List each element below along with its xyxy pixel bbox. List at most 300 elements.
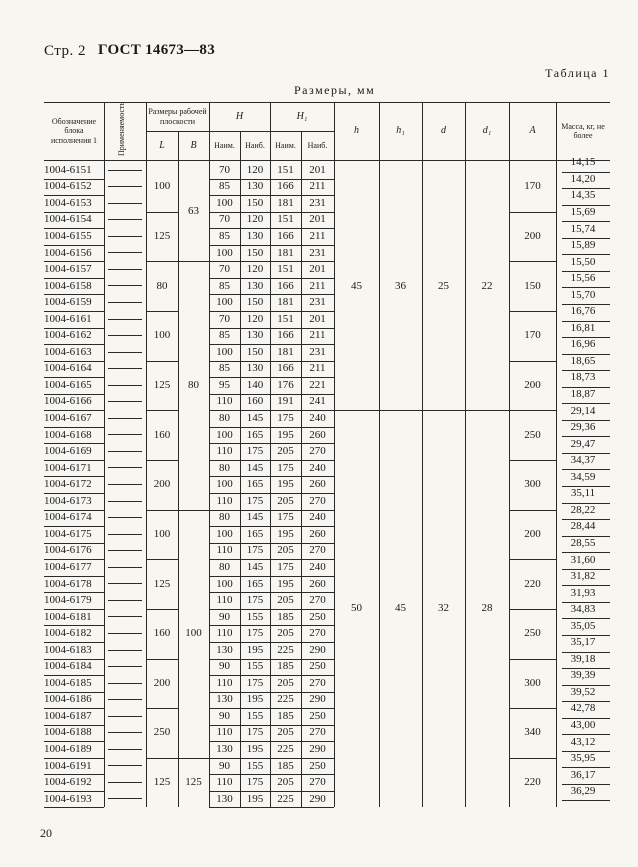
- row-H1-min: 166: [277, 279, 294, 292]
- row-mass: 36,17: [570, 768, 596, 781]
- row-mass: 43,12: [570, 735, 596, 748]
- row-H-max: 145: [246, 412, 264, 425]
- row-rule: [108, 550, 142, 551]
- span-A: 220: [524, 577, 541, 590]
- row-H-min: 100: [216, 527, 233, 540]
- row-code: 1004-6157: [44, 263, 92, 276]
- row-H-max: 195: [246, 693, 264, 706]
- span-d: 25: [438, 279, 449, 292]
- row-H1-min: 185: [277, 660, 294, 673]
- row-H-min: 100: [216, 196, 233, 209]
- row-mass: 15,89: [570, 239, 596, 252]
- row-mass: 36,29: [570, 785, 596, 798]
- row-rule: [108, 633, 142, 634]
- header-d1: d₁: [482, 125, 492, 137]
- row-code: 1004-6175: [44, 527, 92, 540]
- row-rule: [108, 467, 142, 468]
- row-mass: 18,73: [570, 371, 596, 384]
- row-H-min: 80: [219, 461, 230, 474]
- span-A: 200: [524, 527, 541, 540]
- row-H1-min: 205: [277, 676, 294, 689]
- span-L: 200: [153, 676, 171, 689]
- row-H-min: 130: [216, 743, 233, 756]
- row-H1-min: 191: [277, 395, 294, 408]
- row-H-min: 110: [216, 627, 233, 640]
- row-H-max: 175: [246, 594, 264, 607]
- row-H1-max: 270: [309, 544, 326, 557]
- row-code: 1004-6162: [44, 329, 92, 342]
- row-code: 1004-6192: [44, 776, 92, 789]
- row-rule: [108, 401, 142, 402]
- row-H1-max: 211: [309, 329, 326, 342]
- row-H1-min: 176: [277, 378, 294, 391]
- span-A: 250: [524, 428, 541, 441]
- span-h1: 45: [395, 602, 406, 615]
- row-mass: 43,00: [570, 719, 596, 732]
- row-H1-max: 270: [309, 776, 326, 789]
- header-H1-max: Наиб.: [307, 140, 328, 150]
- row-H-min: 95: [219, 378, 230, 391]
- span-L: 125: [153, 776, 171, 789]
- row-H-max: 175: [246, 544, 264, 557]
- row-rule: [562, 800, 610, 801]
- header-H-min: Наим.: [214, 140, 235, 150]
- row-mass: 16,76: [570, 305, 596, 318]
- row-rule: [108, 285, 142, 286]
- row-mass: 28,55: [570, 536, 596, 549]
- row-rule: [108, 782, 142, 783]
- row-H-min: 100: [216, 577, 233, 590]
- row-H-max: 195: [246, 792, 264, 805]
- span-L: 100: [153, 180, 171, 193]
- row-H1-max: 231: [309, 246, 326, 259]
- row-mass: 28,44: [570, 520, 596, 533]
- row-mass: 29,14: [570, 404, 596, 417]
- row-rule: [108, 583, 142, 584]
- row-H1-max: 290: [309, 792, 326, 805]
- row-H-max: 175: [246, 776, 264, 789]
- row-H1-min: 181: [277, 196, 294, 209]
- row-rule: [108, 170, 142, 171]
- row-H-max: 120: [246, 213, 264, 226]
- row-code: 1004-6155: [44, 229, 92, 242]
- row-rule: [108, 650, 142, 651]
- row-H-max: 140: [246, 378, 264, 391]
- row-H-max: 175: [246, 627, 264, 640]
- row-H1-min: 166: [277, 180, 294, 193]
- row-code: 1004-6174: [44, 511, 92, 524]
- row-H1-max: 201: [309, 263, 326, 276]
- row-H1-max: 231: [309, 345, 326, 358]
- row-H-min: 100: [216, 428, 233, 441]
- row-H-min: 80: [219, 511, 230, 524]
- row-mass: 34,37: [570, 454, 596, 467]
- row-mass: 34,83: [570, 603, 596, 616]
- row-H1-max: 260: [309, 428, 326, 441]
- row-mass: 18,65: [570, 354, 596, 367]
- row-H1-max: 201: [309, 312, 326, 325]
- row-H1-max: 240: [309, 461, 326, 474]
- row-mass: 15,50: [570, 255, 596, 268]
- row-H-min: 110: [216, 726, 233, 739]
- row-H1-max: 240: [309, 511, 326, 524]
- row-H-max: 150: [246, 196, 264, 209]
- row-H1-min: 185: [277, 709, 294, 722]
- header-designation: Обозначение блока исполнения 1: [50, 117, 98, 145]
- row-code: 1004-6189: [44, 743, 92, 756]
- row-H1-min: 205: [277, 494, 294, 507]
- row-H-max: 175: [246, 445, 264, 458]
- row-H-max: 130: [246, 229, 264, 242]
- row-rule: [108, 517, 142, 518]
- row-rule: [108, 765, 142, 766]
- row-H1-min: 225: [277, 743, 294, 756]
- row-H-max: 130: [246, 362, 264, 375]
- span-A: 300: [524, 478, 541, 491]
- row-H-max: 175: [246, 676, 264, 689]
- row-H-min: 100: [216, 345, 233, 358]
- span-L: 160: [153, 627, 171, 640]
- row-mass: 39,39: [570, 669, 596, 682]
- row-H1-min: 175: [277, 560, 294, 573]
- row-H1-min: 175: [277, 511, 294, 524]
- span-d: 32: [438, 602, 449, 615]
- row-H1-min: 166: [277, 362, 294, 375]
- row-H1-max: 270: [309, 445, 326, 458]
- span-L: 125: [153, 577, 171, 590]
- span-A: 220: [524, 776, 541, 789]
- row-code: 1004-6153: [44, 196, 92, 209]
- span-A: 340: [524, 726, 541, 739]
- row-rule: [108, 534, 142, 535]
- row-H1-min: 225: [277, 693, 294, 706]
- row-mass: 14,15: [570, 156, 596, 169]
- row-mass: 31,93: [570, 586, 596, 599]
- row-rule: [108, 484, 142, 485]
- row-code: 1004-6169: [44, 445, 92, 458]
- row-H1-min: 225: [277, 792, 294, 805]
- row-H1-min: 205: [277, 627, 294, 640]
- row-H1-min: 181: [277, 246, 294, 259]
- header-H1-min: Наим.: [275, 140, 296, 150]
- row-H-max: 145: [246, 461, 264, 474]
- header-mass: Масса, кг, не более: [561, 121, 605, 140]
- row-mass: 31,60: [570, 553, 596, 566]
- row-H-min: 70: [219, 163, 230, 176]
- row-H-max: 155: [246, 660, 264, 673]
- row-H1-max: 290: [309, 743, 326, 756]
- row-H1-min: 175: [277, 461, 294, 474]
- row-H-max: 130: [246, 279, 264, 292]
- row-H-max: 195: [246, 643, 264, 656]
- span-A: 250: [524, 627, 541, 640]
- row-H-min: 70: [219, 263, 230, 276]
- row-H-min: 100: [216, 296, 233, 309]
- row-code: 1004-6191: [44, 759, 92, 772]
- row-H-max: 120: [246, 263, 264, 276]
- row-H1-min: 205: [277, 726, 294, 739]
- row-code: 1004-6184: [44, 660, 92, 673]
- row-code: 1004-6159: [44, 296, 92, 309]
- header-work-plane: Размеры рабочей плоскости: [148, 107, 207, 126]
- row-H-max: 145: [246, 511, 264, 524]
- row-mass: 15,56: [570, 272, 596, 285]
- row-rule: [108, 699, 142, 700]
- header-L: L: [159, 139, 165, 151]
- row-H-max: 165: [246, 577, 264, 590]
- row-code: 1004-6185: [44, 676, 92, 689]
- span-B: 125: [185, 776, 202, 789]
- row-H1-max: 221: [309, 378, 326, 391]
- row-code: 1004-6188: [44, 726, 92, 739]
- row-mass: 15,69: [570, 205, 596, 218]
- row-H-max: 130: [246, 329, 264, 342]
- row-H-max: 175: [246, 726, 264, 739]
- row-mass: 39,52: [570, 685, 596, 698]
- row-H1-max: 270: [309, 494, 326, 507]
- row-H-max: 155: [246, 759, 264, 772]
- row-mass: 35,17: [570, 636, 596, 649]
- row-rule: [108, 385, 142, 386]
- row-H-min: 100: [216, 478, 233, 491]
- row-H1-min: 151: [277, 163, 294, 176]
- span-A: 170: [524, 180, 541, 193]
- row-mass: 16,81: [570, 321, 596, 334]
- row-H1-max: 270: [309, 676, 326, 689]
- span-L: 80: [156, 279, 168, 292]
- row-H-min: 90: [219, 709, 230, 722]
- row-H-min: 85: [219, 329, 230, 342]
- row-H1-max: 240: [309, 412, 326, 425]
- row-rule: [108, 319, 142, 320]
- span-d1: 28: [481, 602, 493, 615]
- row-rule: [108, 798, 142, 799]
- row-rule: [209, 807, 334, 808]
- row-code: 1004-6156: [44, 246, 92, 259]
- span-B: 80: [188, 378, 199, 391]
- row-rule: [108, 186, 142, 187]
- row-code: 1004-6176: [44, 544, 92, 557]
- row-rule: [108, 501, 142, 502]
- row-H1-min: 151: [277, 312, 294, 325]
- row-rule: [108, 716, 142, 717]
- row-H-min: 130: [216, 693, 233, 706]
- span-L: 200: [153, 478, 171, 491]
- header-bottom-border: [44, 160, 610, 161]
- row-rule: [108, 732, 142, 733]
- row-H-min: 70: [219, 213, 230, 226]
- span-L: 125: [153, 378, 171, 391]
- row-mass: 15,70: [570, 288, 596, 301]
- span-B: 63: [188, 205, 199, 218]
- row-H-max: 150: [246, 296, 264, 309]
- row-code: 1004-6152: [44, 180, 92, 193]
- row-rule: [108, 252, 142, 253]
- row-rule: [108, 352, 142, 353]
- row-H-min: 100: [216, 246, 233, 259]
- row-rule: [108, 368, 142, 369]
- footer-page-number: 20: [40, 826, 52, 840]
- row-rule: [108, 434, 142, 435]
- row-mass: 16,96: [570, 338, 596, 351]
- row-H-min: 90: [219, 759, 230, 772]
- page-number-header: Стр. 2: [44, 43, 87, 59]
- header-H: H: [235, 110, 244, 122]
- row-H1-max: 231: [309, 296, 326, 309]
- row-H-max: 165: [246, 428, 264, 441]
- row-H1-max: 201: [309, 163, 326, 176]
- row-H-max: 120: [246, 312, 264, 325]
- row-code: 1004-6181: [44, 610, 92, 623]
- row-H1-max: 241: [309, 395, 326, 408]
- row-H1-max: 240: [309, 560, 326, 573]
- row-mass: 28,22: [570, 503, 596, 516]
- row-H-min: 85: [219, 229, 230, 242]
- row-code: 1004-6172: [44, 478, 92, 491]
- row-mass: 29,47: [570, 437, 596, 450]
- row-rule: [44, 807, 104, 808]
- row-H1-max: 290: [309, 693, 326, 706]
- row-H-min: 110: [216, 494, 233, 507]
- row-H1-min: 175: [277, 412, 294, 425]
- row-code: 1004-6167: [44, 412, 92, 425]
- row-H-max: 120: [246, 163, 264, 176]
- row-H1-min: 195: [277, 428, 294, 441]
- row-H1-max: 211: [309, 180, 326, 193]
- row-code: 1004-6164: [44, 362, 92, 375]
- row-H1-max: 260: [309, 527, 326, 540]
- row-H1-max: 250: [309, 709, 326, 722]
- row-H-min: 85: [219, 180, 230, 193]
- span-L: 100: [153, 329, 171, 342]
- row-H-max: 150: [246, 246, 264, 259]
- header-application: Применяемость: [117, 101, 126, 156]
- row-H-min: 85: [219, 362, 230, 375]
- row-H1-max: 250: [309, 660, 326, 673]
- span-A: 170: [524, 329, 541, 342]
- row-H1-max: 270: [309, 627, 326, 640]
- row-H1-max: 211: [309, 279, 326, 292]
- header-h: h: [354, 125, 359, 137]
- span-d1: 22: [481, 279, 493, 292]
- row-code: 1004-6177: [44, 560, 92, 573]
- row-rule: [108, 236, 142, 237]
- row-H1-max: 270: [309, 594, 326, 607]
- row-rule: [108, 302, 142, 303]
- span-A: 150: [524, 279, 541, 292]
- row-code: 1004-6154: [44, 213, 92, 226]
- row-H-min: 110: [216, 594, 233, 607]
- row-code: 1004-6193: [44, 792, 92, 805]
- row-code: 1004-6183: [44, 643, 92, 656]
- span-h: 50: [351, 602, 362, 615]
- row-rule: [108, 567, 142, 568]
- row-mass: 35,05: [570, 619, 596, 632]
- row-H1-min: 195: [277, 527, 294, 540]
- span-L: 160: [153, 428, 171, 441]
- row-H-max: 175: [246, 494, 264, 507]
- sizes-title: Размеры, мм: [294, 83, 376, 97]
- row-H-max: 155: [246, 709, 264, 722]
- row-H-min: 130: [216, 792, 233, 805]
- row-code: 1004-6166: [44, 395, 92, 408]
- row-H1-min: 205: [277, 594, 294, 607]
- header-d: d: [441, 125, 446, 137]
- row-mass: 14,20: [570, 172, 596, 185]
- row-H1-min: 195: [277, 478, 294, 491]
- row-H1-max: 211: [309, 362, 326, 375]
- row-mass: 34,59: [570, 470, 596, 483]
- row-H1-max: 290: [309, 643, 326, 656]
- row-mass: 29,36: [570, 421, 596, 434]
- row-H-min: 90: [219, 610, 230, 623]
- row-code: 1004-6161: [44, 312, 92, 325]
- row-H1-min: 181: [277, 345, 294, 358]
- row-mass: 42,78: [570, 702, 596, 715]
- row-code: 1004-6173: [44, 494, 92, 507]
- row-code: 1004-6171: [44, 461, 92, 474]
- row-code: 1004-6165: [44, 378, 92, 391]
- row-H1-min: 185: [277, 610, 294, 623]
- row-H-min: 80: [219, 560, 230, 573]
- row-rule: [108, 203, 142, 204]
- span-L: 125: [153, 229, 171, 242]
- row-rule: [108, 666, 142, 667]
- row-H-min: 110: [216, 445, 233, 458]
- row-H-min: 70: [219, 312, 230, 325]
- row-rule: [108, 683, 142, 684]
- row-H-min: 90: [219, 660, 230, 673]
- row-mass: 35,95: [570, 752, 596, 765]
- span-B: 100: [185, 627, 202, 640]
- row-code: 1004-6182: [44, 627, 92, 640]
- row-H1-min: 181: [277, 296, 294, 309]
- span-L: 250: [153, 726, 171, 739]
- header-B: B: [190, 139, 197, 151]
- row-H1-max: 201: [309, 213, 326, 226]
- row-H1-max: 250: [309, 610, 326, 623]
- row-rule: [108, 616, 142, 617]
- row-H-max: 130: [246, 180, 264, 193]
- row-H1-min: 166: [277, 229, 294, 242]
- row-code: 1004-6178: [44, 577, 92, 590]
- row-mass: 14,35: [570, 189, 596, 202]
- row-H-max: 145: [246, 560, 264, 573]
- span-h1: 36: [395, 279, 406, 292]
- row-mass: 39,18: [570, 652, 596, 665]
- row-H-max: 195: [246, 743, 264, 756]
- row-H1-max: 260: [309, 577, 326, 590]
- row-H-min: 85: [219, 279, 230, 292]
- span-h: 45: [351, 279, 362, 292]
- row-H1-max: 250: [309, 759, 326, 772]
- row-H-min: 110: [216, 395, 233, 408]
- row-H-max: 165: [246, 478, 264, 491]
- row-H-min: 110: [216, 544, 233, 557]
- span-A: 300: [524, 676, 541, 689]
- row-H1-max: 260: [309, 478, 326, 491]
- header-H1: H₁: [296, 110, 308, 122]
- row-H1-min: 151: [277, 263, 294, 276]
- row-mass: 31,82: [570, 570, 596, 583]
- row-H1-min: 151: [277, 213, 294, 226]
- table-label: Таблица 1: [545, 66, 610, 80]
- row-mass: 18,87: [570, 388, 596, 401]
- row-H-max: 165: [246, 527, 264, 540]
- gost-title: ГОСТ 14673—83: [98, 42, 216, 58]
- row-H1-min: 185: [277, 759, 294, 772]
- header-A: A: [529, 125, 536, 137]
